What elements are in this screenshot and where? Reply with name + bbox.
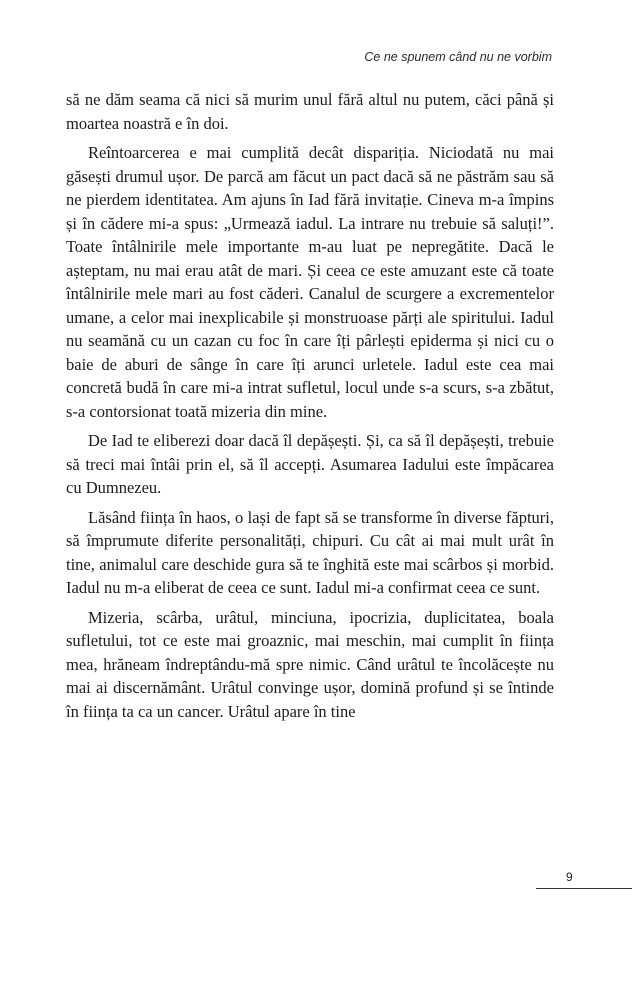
paragraph: Lăsând ființa în haos, o lași de fapt să se transforme în diverse făpturi, să împrumute diferite personalități, chipuri. Cu cât ai mai mult urât în tine, animalul care deschide gura să te înghită este mai scârbos și morbid. Iadul nu m-a eliberat de ceea ce sunt. Iadul mi-a confirmat ceea ce sunt. <box>66 507 554 597</box>
paragraph: De Iad te eliberezi doar dacă îl depășești. Și, ca să îl depășești, trebuie să treci mai întâi prin el, să îl accepți. Asumarea Iadului este împăcarea cu Dumnezeu. <box>66 431 554 497</box>
paragraph-continuation: să ne dăm seama că nici să murim unul fără altul nu putem, căci până și moartea noastră e în doi. <box>66 90 554 133</box>
page-body <box>66 88 554 729</box>
footer-rule <box>536 888 632 889</box>
page-number: 9 <box>566 870 573 884</box>
paragraph: Mizeria, scârba, urâtul, minciuna, ipocrizia, duplicitatea, boala sufletului, tot ce este mai groaznic, mai meschin, mai cumplit în ființa mea, hrăneam îndreptându-mă spre nimic. Când urâtul te încolăcește nu mai ai discernământ. Urâtul convinge ușor, domină profund și se întinde în ființa ta ca un cancer. Urâtul apare în tine <box>66 607 554 721</box>
paragraph: Reîntoarcerea e mai cumplită decât dispariția. Niciodată nu mai găsești drumul ușor. De parcă am făcut un pact dacă să ne păstrăm sau să ne pierdem identitatea. Am ajuns în Iad fără invitație. Cineva m-a împins și în cădere mi-a spus: „Urmează iadul. La intrare nu trebuie să saluți!”. Toate întâlnirile mele importante m-au luat pe nepregătite. Dacă le așteptam, nu mai erau atât de mari. Și ceea ce este amuzant este că toate întâlnirile mele mari au fost căderi. Canalul de scurgere a excrementelor umane, a celor mai inexplicabile și monstruoase părți ale spiritului. Iadul nu seamănă cu un cazan cu foc în care îți pârlești epiderma și nici cu o baie de aburi de sânge în care îți arunci urletele. Iadul este cea mai concretă budă în care mi-a intrat sufletul, locul unde s-a scurs, s-a zbătut, s-a contorsionat toată mizeria din mine. <box>66 143 554 421</box>
running-header: Ce ne spunem când nu ne vorbim <box>364 50 552 64</box>
